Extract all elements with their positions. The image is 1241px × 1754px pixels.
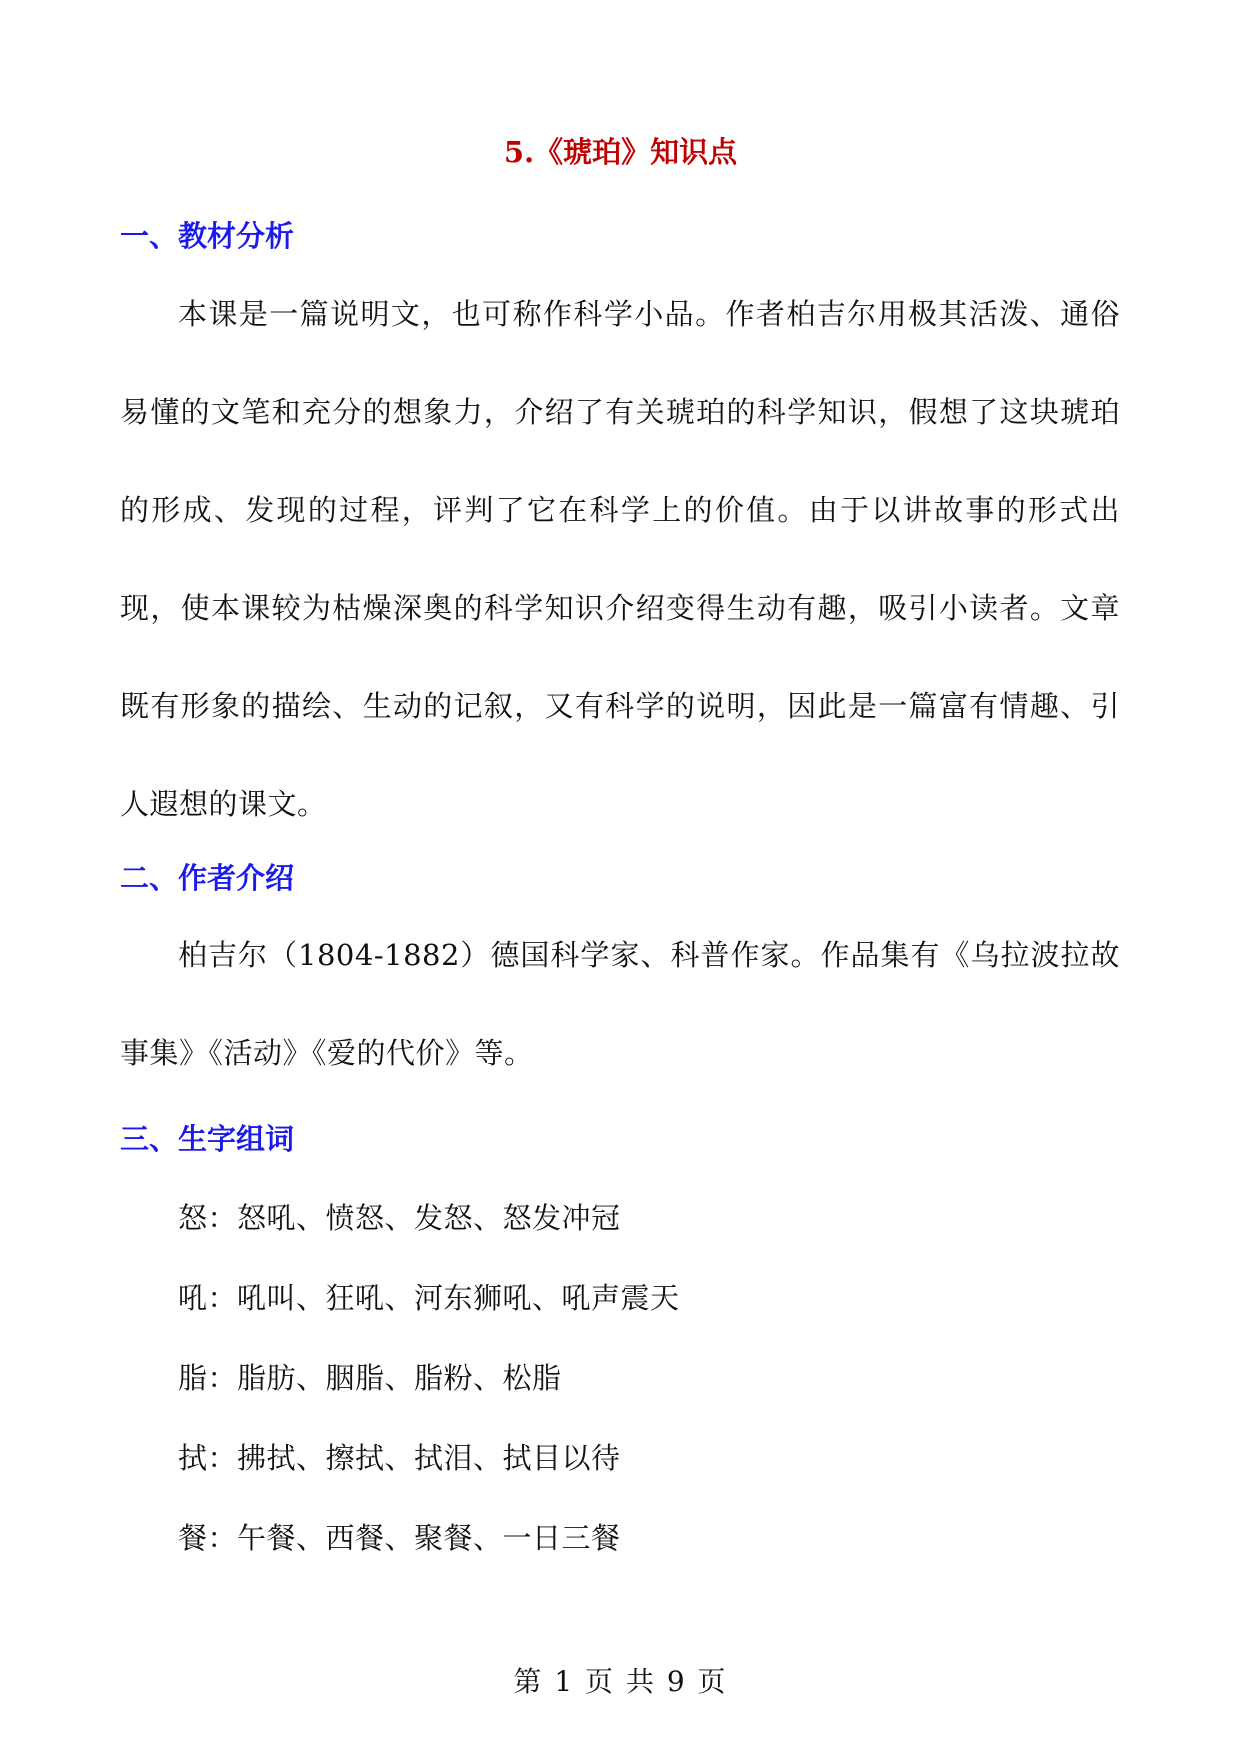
vocab-item: 脂：脂肪、胭脂、脂粉、松脂 [178,1361,562,1395]
paragraph-textbook-analysis: 本课是一篇说明文，也可称作科学小品。作者柏吉尔用极其活泼、通俗易懂的文笔和充分的想象力，介绍了有关琥珀的科学知识，假想了这块琥珀的形成、发现的过程，评判了它在科学上的价值。由于以讲故事的形式出现，使本课较为枯燥深奥的科学知识介绍变得生动有趣，吸引小读者。文章既有形象的描绘、生动的记叙，又有科学的说明，因此是一篇富有情趣、引人遐想的课文。 [120,297,1120,821]
vocab-item: 怒：怒吼、愤怒、发怒、怒发冲冠 [178,1201,621,1235]
paragraph-author-intro: 柏吉尔（1804-1882）德国科学家、科普作家。作品集有《乌拉波拉故事集》《活动》《爱的代价》等。 [120,938,1120,1070]
page-footer: 第 1 页 共 9 页 [513,1665,728,1698]
vocab-item: 拭：拂拭、擦拭、拭泪、拭目以待 [178,1441,621,1475]
section-heading-textbook-analysis: 一、教材分析 [120,219,295,253]
vocab-item: 吼：吼叫、狂吼、河东狮吼、吼声震天 [178,1281,680,1315]
document-title: 5.《琥珀》知识点 [503,135,738,169]
vocab-item: 餐：午餐、西餐、聚餐、一日三餐 [178,1521,621,1555]
section-heading-author-intro: 二、作者介绍 [120,861,295,895]
section-heading-vocabulary: 三、生字组词 [120,1122,295,1156]
